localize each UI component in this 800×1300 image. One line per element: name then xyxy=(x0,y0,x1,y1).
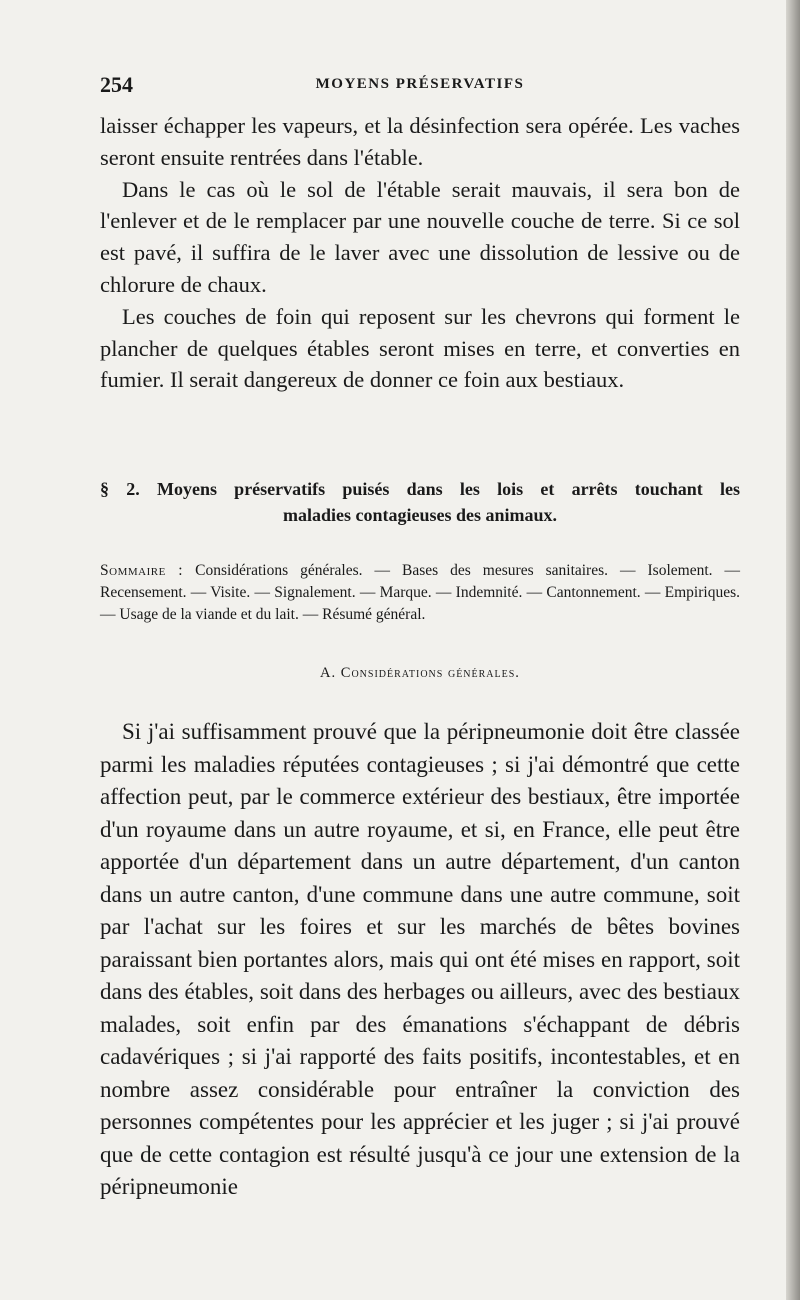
subheading xyxy=(100,665,740,682)
paragraph-couches-foin: Les couches de foin qui reposent sur les chevrons qui forment le plancher de quelques étables seront mises en terre, et converties en fumier. Il serait dangereux de donner ce foin aux bestiaux. xyxy=(100,303,740,393)
subheading-letter: A. xyxy=(320,665,337,681)
summary-label: Sommaire : xyxy=(100,562,184,579)
summary-text: Considérations générales. — Bases des mesures sanitaires. — Isolement. — Recensement. — Visite. — Signalement. — Marque. — Indemnité. — Cantonnement. — Empiriques. — Usage de la viande et du lait. — Résumé général. xyxy=(100,562,741,623)
section-heading-line2: maladies contagieuses des animaux. xyxy=(282,505,558,525)
page-header xyxy=(100,70,740,100)
running-title: MOYENS PRÉSERVATIFS xyxy=(315,76,525,92)
page-number: 254 xyxy=(100,72,133,97)
paragraph-main: Si j'ai suffisamment prouvé que la péripneumonie doit être classée parmi les maladies réputées contagieuses ; si j'ai démontré que cette affection peut, par le commerce extérieur des bestiaux, être importée d'un royaume dans un autre royaume, et si, en France, elle peut être apportée d'un département dans un autre département, d'un canton dans un autre canton, d'une commune dans une autre commune, soit par l'achat sur les foires et sur les marchés de bêtes bovines paraissant bien portantes alors, mais qui ont été mises en rapport, soit dans des étables, soit dans des herbages ou ailleurs, avec des bestiaux malades, soit enfin par des émanations s'échappant de débris cadavériques ; si j'ai rapporté des faits positifs, incontestables, et en nombre assez considérable pour entraîner la conviction des personnes compétentes pour les apprécier et les juger ; si j'ai prouvé que de cette contagion est résulté jusqu'à ce jour une extension de la péripneumonie xyxy=(100,719,740,1199)
section-heading-line1: § 2. Moyens préservatifs puisés dans les lois et arrêts touchant les xyxy=(100,479,740,499)
summary xyxy=(100,560,740,626)
section-heading xyxy=(100,476,740,528)
subheading-title: Considérations générales. xyxy=(340,665,520,681)
text-block-main xyxy=(100,716,740,1204)
text-block-top xyxy=(100,110,740,396)
paragraph-continued: laisser échapper les vapeurs, et la désinfection sera opérée. Les vaches seront ensuite rentrées dans l'étable. xyxy=(100,113,740,170)
book-spine-shadow xyxy=(786,0,800,1300)
paragraph-sol-etable: Dans le cas où le sol de l'étable serait mauvais, il sera bon de l'enlever et de le remplacer par une nouvelle couche de terre. Si ce sol est pavé, il suffira de le laver avec une dissolution de lessive ou de chlorure de chaux. xyxy=(100,176,740,297)
